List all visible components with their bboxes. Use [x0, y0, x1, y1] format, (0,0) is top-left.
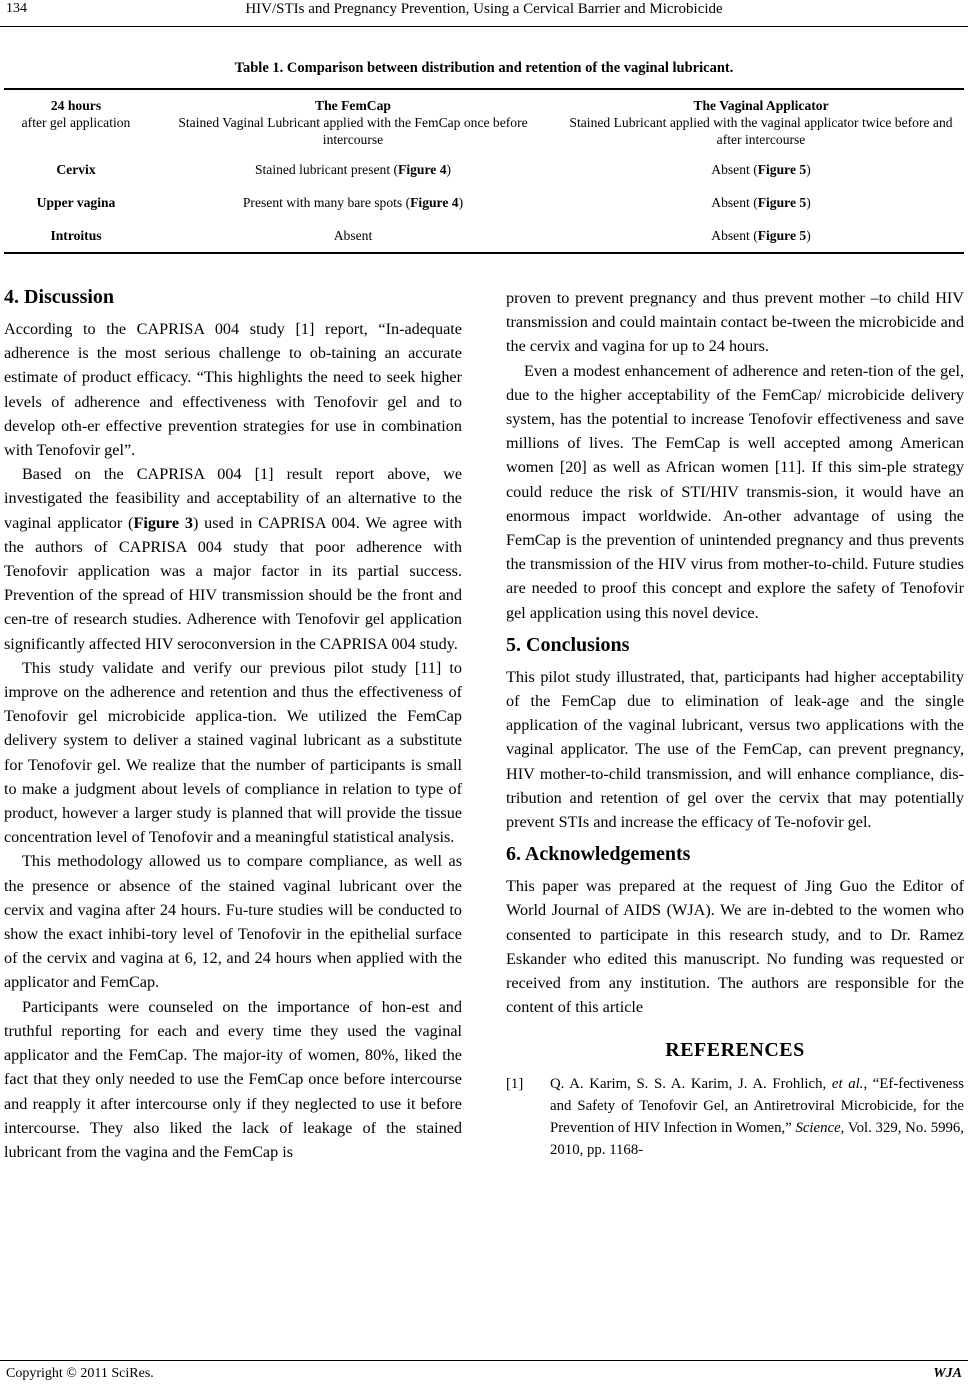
header-cell-femcap: The FemCap Stained Vaginal Lubricant applied with the FemCap once before intercourse: [178, 98, 528, 147]
row-femcap: Stained lubricant present (Figure 4): [254, 162, 452, 177]
page-number: 134: [6, 1, 27, 16]
copyright: Copyright © 2011 SciRes.: [6, 1366, 154, 1381]
references-heading: REFERENCES: [665, 1039, 805, 1062]
row-site: Introitus: [50, 228, 102, 243]
paragraph: This paper was prepared at the request of Jing Guo the Editor of World Journal of AIDS (WJA). We are in-debted to the women who consented to participate in this research study, and to Dr. Ramez Eskander who edited this manuscript. No funding was requested or received from any institution. The authors are responsible for the content of this article: [506, 877, 964, 1017]
table-row: [4, 153, 964, 186]
paragraph: Based on the CAPRISA 004 [1] result report above, we investigated the feasibility and acceptability of an alternative to the vaginal applicator (Figure 3) used in CAPRISA 004. We agree with the authors of CAPRISA 004 study that poor adherence with Tenofovir application was a major factor in its partial success. Prevention of the spread of HIV transmission should be the front and cen-tre of research studies. Adherence with Tenofovir gel application significantly affected HIV seroconversion in the CAPRISA 004 study.: [4, 465, 462, 653]
row-site: Upper vagina: [36, 195, 116, 210]
running-title: HIV/STIs and Pregnancy Prevention, Using a Cervical Barrier and Microbicide: [245, 1, 723, 17]
paragraph: According to the CAPRISA 004 study [1] report, “In-adequate adherence is the most serious challenge to ob-taining an accurate estimate of product efficacy. “This highlights the need to seek higher levels of adherence and effectiveness with Tenofovir gel and to develop oth-er effective prevention strategies for use in combination with Tenofovir gel”.: [4, 320, 462, 460]
table-row: [4, 219, 964, 253]
section-heading-acknowledgements: 6. Acknowledgements: [506, 843, 691, 866]
paragraph: Even a modest enhancement of adherence and reten-tion of the gel, due to the higher acceptability of the FemCap/ microbicide delivery system, has the potential to increase Tenofovir effectiveness and save millions of lives. The FemCap is well accepted among American women [20] as well as African women [11]. If this sim-ple strategy could reduce the risk of STI/HIV transmis-sion, it would have an enormous impact worldwide. An-other advantage of using the FemCap is the prevention of unintended pregnancy and thus prevents the transmission of the HIV virus from mother-to-child. Future studies are needed to proof this concept and explore the safety of Tenofovir gel application using this novel device.: [506, 361, 964, 622]
header-cell-time: 24 hours after gel application: [21, 98, 131, 130]
row-applicator: Absent (Figure 5): [711, 162, 811, 177]
reference-item: [1] Q. A. Karim, S. S. A. Karim, J. A. Frohlich, et al., “Ef-fectiveness and Safety of Tenofovir Gel, an Antiretroviral Microbicide, for the Prevention of HIV Infection in Women,” Science, Vol. 329, No. 5996, 2010, pp. 1168-: [506, 1076, 964, 1158]
paragraph: Participants were counseled on the importance of hon-est and truthful reporting for each and every time they used the vaginal applicator and the FemCap. The major-ity of women, 80%, liked the fact that they only needed to use the FemCap once before intercourse and reapply it after intercourse only if they neglected to use it before intercourse. They also liked the lack of leakage of the stained lubricant from the vagina and the FemCap is: [4, 997, 462, 1161]
row-applicator: Absent (Figure 5): [711, 195, 811, 210]
reference-number: [1]: [506, 1076, 524, 1093]
paragraph: This pilot study illustrated, that, participants had higher acceptability of the FemCap due to elimination of leak-age and the single application of the vaginal lubricant, versus two applications with the vaginal applicator. The use of the FemCap, can prevent pregnancy, HIV mother-to-child transmission, and will enhance compliance, dis-tribution and retention of gel over the cervix that may potentially prevent STIs and increase the efficacy of Te-nofovir gel.: [506, 667, 964, 832]
paragraph: This study validate and verify our previous pilot study [11] to improve on the adherence and retention and thus the effectiveness of Tenofovir gel microbicide applica-tion. We utilized the FemCap delivery system to deliver a stained vaginal lubricant as a substitute for Tenofovir gel. We realize that the number of participants is small to make a judgment about levels of compliance in relation to type of product, however a larger study is planned that will provide the tissue concentration level of Tenofovir and a meaningful statistical analysis.: [4, 658, 462, 847]
left-column: [4, 285, 462, 1164]
section-heading-discussion: 4. Discussion: [4, 286, 115, 308]
table-header-row: [4, 89, 964, 153]
paragraph: proven to prevent pregnancy and thus prevent mother –to child HIV transmission and could maintain contact be-tween the microbicide and the cervix and vagina for up to 24 hours.: [506, 289, 964, 356]
row-applicator: Absent (Figure 5): [711, 228, 811, 243]
paragraph: This methodology allowed us to compare compliance, as well as the presence or absence of the stained vaginal lubricant over the cervix and vagina after 24 hours. Fu-ture studies will be conducted to show the exact inhibi-tory level of Tenofovir in the epithelial surface of the cervix and vagina at 6, 12, and 24 hours when applied with the applicator and FemCap.: [4, 852, 462, 992]
journal-abbreviation: WJA: [933, 1366, 962, 1381]
row-femcap: Absent: [333, 228, 373, 243]
table-caption: Table 1. Comparison between distribution and retention of the vaginal lubricant.: [234, 60, 734, 76]
section-heading-conclusions: 5. Conclusions: [506, 633, 630, 656]
row-femcap: Present with many bare spots (Figure 4): [242, 195, 464, 210]
table-row: [4, 186, 964, 219]
footer-rule: [0, 1360, 968, 1361]
row-site: Cervix: [56, 162, 96, 177]
header-cell-applicator: The Vaginal Applicator Stained Lubricant applied with the vaginal applicator twice before and after intercourse: [569, 98, 953, 147]
right-column: [506, 286, 964, 1162]
comparison-table: [4, 88, 964, 254]
header-rule: [0, 26, 968, 27]
